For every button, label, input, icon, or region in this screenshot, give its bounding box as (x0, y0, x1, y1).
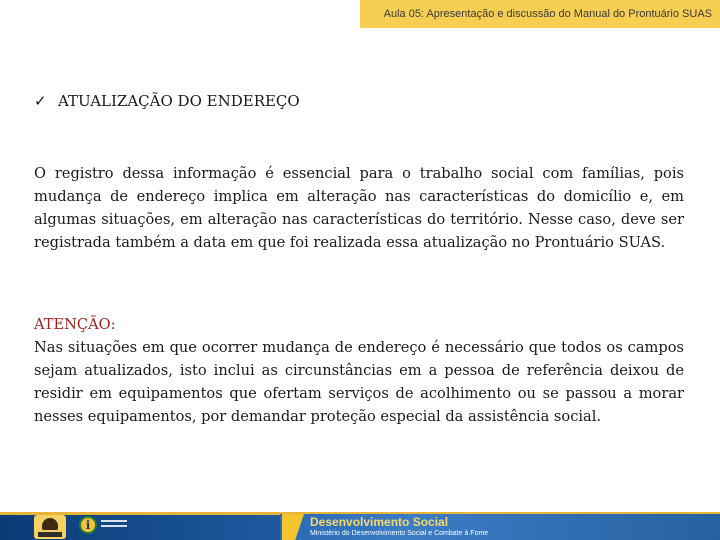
ministry-subtitle: Ministério do Desenvolvimento Social e Combate à Fome (310, 530, 489, 537)
header-banner (360, 0, 720, 28)
attention-label: ATENÇÃO: (34, 316, 116, 333)
section-title-text: ATUALIZAÇÃO DO ENDEREÇO (58, 92, 300, 110)
section-heading (34, 92, 300, 110)
info-icon: i (79, 516, 97, 534)
lesson-title: Aula 05: Apresentação e discussão do Manual do Prontuário SUAS (383, 8, 712, 20)
seal-base (38, 532, 62, 537)
check-icon: ✓ (34, 92, 47, 110)
seal-logo (34, 515, 66, 539)
body-paragraph-1: O registro dessa informação é essencial para o trabalho social com famílias, pois mudança de endereço implica em alteração nas características do domicílio e, em algumas situações, em alteração nas características do território. Nesse caso, deve ser registrada também a data em que foi realizada essa atualização no Prontuário SUAS. (34, 165, 684, 251)
seal-shape (42, 518, 58, 530)
ministry-title: Desenvolvimento Social (310, 515, 449, 529)
info-logo-text (101, 520, 127, 532)
body-paragraph-2: Nas situações em que ocorrer mudança de endereço é necessário que todos os campos sejam atualizados, isto inclui as circunstâncias em a pessoa de referência deixou de residir em equipamentos que ofertam serviços de acolhimento ou se passou a morar nesses equipamentos, por demandar proteção especial da assistência social. (34, 339, 684, 425)
